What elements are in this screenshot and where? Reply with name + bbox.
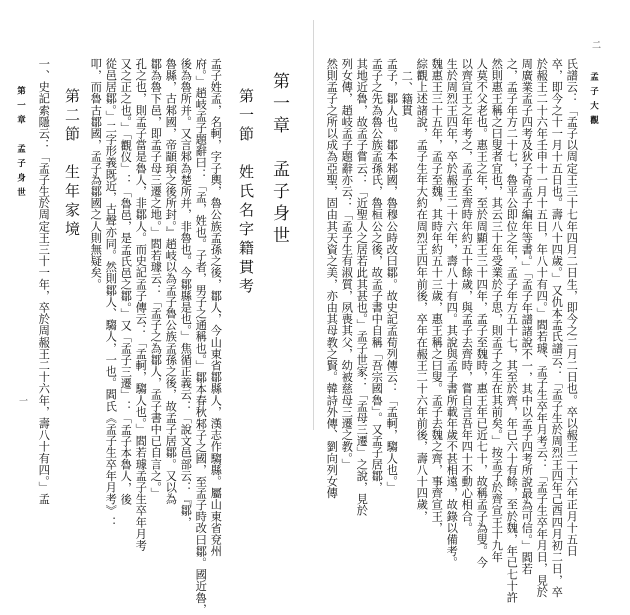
text-column: 周廣業孟子四考及狄子奇孟子編年等書。」「孟子年譜諸說不一，其中以孟子四考所說最為可信。」閻若 [520, 58, 534, 575]
text-column: 孟子姓孟，名軻，字子輿，魯公族孟孫之後，鄒人，今山東省鄒縣人，漢志作騶縣。屬山東省兗州 [209, 58, 223, 557]
text-column: 從邑居鄒。」二字形義既近，古聲亦同。然則鄒人、騶人，一也。閻氏《孟子生卒年月考》： [104, 58, 118, 528]
text-column: 其地近魯，故孟子嘗云：「近聖人之居若此其甚也。」孟子世家：「孟母三遷」之說，見於 [355, 58, 369, 517]
text-column: 於赧王二十六年壬申十一月十五日，年八十有四。」閻若璩、孟子生卒年月考云：「孟子生卒年月日，見於 [535, 58, 549, 598]
running-header-right: 孟子大觀 [588, 72, 599, 130]
text-column: 府。」趙岐孟子題辭曰：「孟，姓也。子者，男子之通稱也。」鄒本春秋邾子之國，至孟子時改曰鄒。國近魯， [194, 58, 208, 615]
running-header-left: 第一章 孟子身世 [15, 86, 26, 202]
text-column: 綜觀上述諸說，孟子生年大約在周烈王四年前後，卒年在赧王二十六年前後，壽八十四歲， [415, 58, 429, 522]
text-column: 又之正之也。」「觀仪」：「魯邑，是孟氏邑之鄒。」又「孟子三遷」：「孟子本魯人，後 [119, 58, 133, 506]
text-column: 以齊宣王之年考之，孟子至齊時年約五十餘歲，與孟子去齊時，嘗自言吾年四十不動心相合。 [460, 58, 474, 534]
text-column: 孟子，鄒人也。鄒本邾國，魯穆公時改曰鄒。故史記孟荀列傳云：「孟軻，騶人也。」 [385, 58, 399, 494]
text-column: 後為魯所并。又言邾為楚所并，非魯也。今鄒縣是也。」焦循正義云：「說文邑部云：『鄒， [179, 58, 193, 528]
page-number-left: 一 [17, 396, 27, 405]
chapter-title: 第一章 孟子身世 [269, 72, 289, 248]
text-column: 孔之也，則孟子當是魯人，非鄒人。而史記孟子傳云：「孟軻，騶人也。」閻若璩孟子生卒年月考 [134, 58, 148, 552]
section-title: 第二節 生年家境 [63, 88, 81, 240]
text-column: 魏惠王三十五年，孟子至魏，其時年約五十三歲，惠王稱之曰叟。孟子去魏之齊，事齊宣王， [430, 58, 444, 534]
text-column: 然則孟子之所以成為亞聖，固由其天資之美，亦由其母教之賢。韓詩外傳、劉向列女傳 [325, 58, 339, 499]
section-title: 第一節 姓氏名字籍貫考 [237, 88, 255, 297]
text-column: 二、籍貫 [400, 70, 414, 117]
text-column: 叩，而魯古鄒國，孟子為鄒國之人則無疑矣。 [89, 58, 103, 290]
text-column: 孟子之先為魯公族孟孫氏，魯桓公之後，故孟子書中自稱「吾宗國魯」。又孟子居鄒， [370, 58, 384, 494]
page-number-right: 二 [590, 40, 600, 49]
text-column: 魯縣，古邾國，帝顓頊之後所封。』趙岐以為孟子魯公族孟孫之後，故孟子居鄒。又以為 [164, 58, 178, 505]
text-column: 然則惠王稱之曰叟者宜也，其云三十年受業於子思，則孟子之生在其前矣。」按孟子於齊宣王十九年 [490, 58, 504, 563]
page-divider [313, 20, 314, 430]
text-column: 氏譜云：「孟子以周定王三十七年四月二日生，即今之二月二日也。卒以赧王二十六年正月十五日 [565, 58, 579, 557]
text-column: 一、史記索隱云：「孟子生於周定王三十一年，卒於周赧王二十六年，壽八十有四。」孟 [37, 58, 51, 505]
text-column: 之，孟子年方二十七，魯平公即位之年，孟子年方五十七，其至於齊，年已六十有餘，至於魏，年已七十許 [505, 58, 519, 604]
text-column: 卒，即今之十一月十五日也。壽八十四歲。」又仇本孟氏譜云：「孟子生於周烈王四年己酉四月初二日，卒 [550, 58, 564, 598]
text-column: 鄒為魯下邑，即孟子母三遷之地。」閻若璩云：「孟子之為鄒人，孟子書中已自言之。」 [149, 58, 163, 500]
text-column: 生於周烈王四年，卒於赧王二十六年，壽八十有四。其說與孟子書所載年歲不甚相遠，故錄以備考。 [445, 58, 459, 569]
text-column: 列女傳，趙岐孟子題辭亦云：「孟子生有淑質，夙喪其父，幼被慈母三遷之教。」 [340, 58, 354, 470]
text-column: 人莫不父老也。惠王之年，至於周顯王三十四年，孟子至魏時，惠王年已近七十，故稱孟子為叟。今 [475, 58, 489, 569]
